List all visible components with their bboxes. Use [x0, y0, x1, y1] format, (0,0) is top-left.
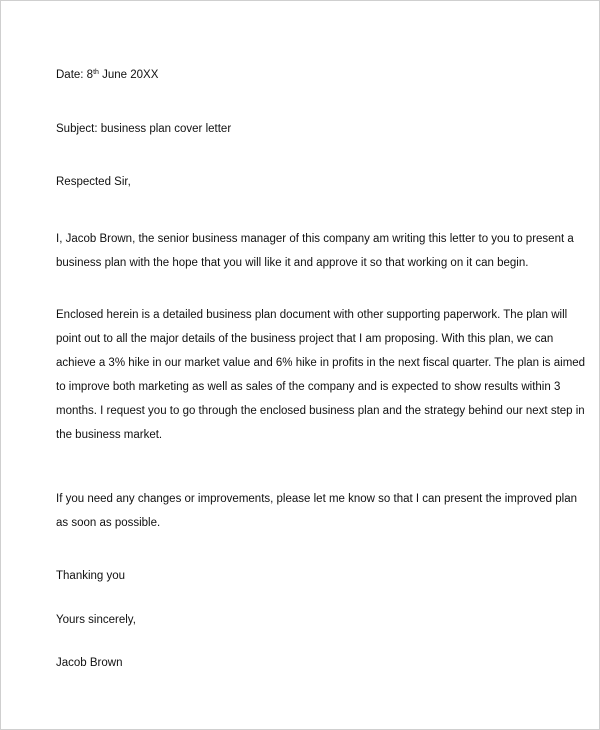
paragraph-line: as soon as possible.	[56, 517, 161, 529]
salutation: Respected Sir,	[56, 176, 131, 188]
paragraph-details	[56, 303, 586, 447]
signature-name: Jacob Brown	[56, 657, 123, 669]
date-line	[56, 69, 547, 81]
subject-line: Subject: business plan cover letter	[56, 123, 232, 135]
paragraph-line: business plan with the hope that you will like it and approve it so that working on it can begin.	[56, 257, 529, 269]
paragraph-line: the business market.	[56, 429, 163, 441]
paragraph-changes	[56, 487, 577, 535]
paragraph-line: Enclosed herein is a detailed business plan document with other supporting paperwork. The plan will	[56, 309, 568, 321]
paragraph-line: I, Jacob Brown, the senior business manager of this company am writing this letter to you to present a	[56, 233, 574, 245]
date-rest: June 20XX	[98, 69, 159, 81]
paragraph-line: achieve a 3% hike in our market value and 6% hike in profits in the next fiscal quarter. The plan is aimed	[56, 357, 586, 369]
paragraph-line: point out to all the major details of the business project that I am proposing. With this plan, we can	[56, 333, 554, 345]
date-ordinal: th	[93, 69, 99, 76]
paragraph-line: months. I request you to go through the enclosed business plan and the strategy behind our next step in	[56, 405, 585, 417]
paragraph-intro	[56, 227, 574, 275]
paragraph-line: to improve both marketing as well as sales of the company and is expected to show results within 3	[56, 381, 561, 393]
date-label: Date: 8	[56, 69, 94, 81]
thanks-line: Thanking you	[56, 570, 126, 582]
closing-line: Yours sincerely,	[56, 614, 136, 626]
paragraph-line: If you need any changes or improvements, please let me know so that I can present the improved plan	[56, 493, 577, 505]
